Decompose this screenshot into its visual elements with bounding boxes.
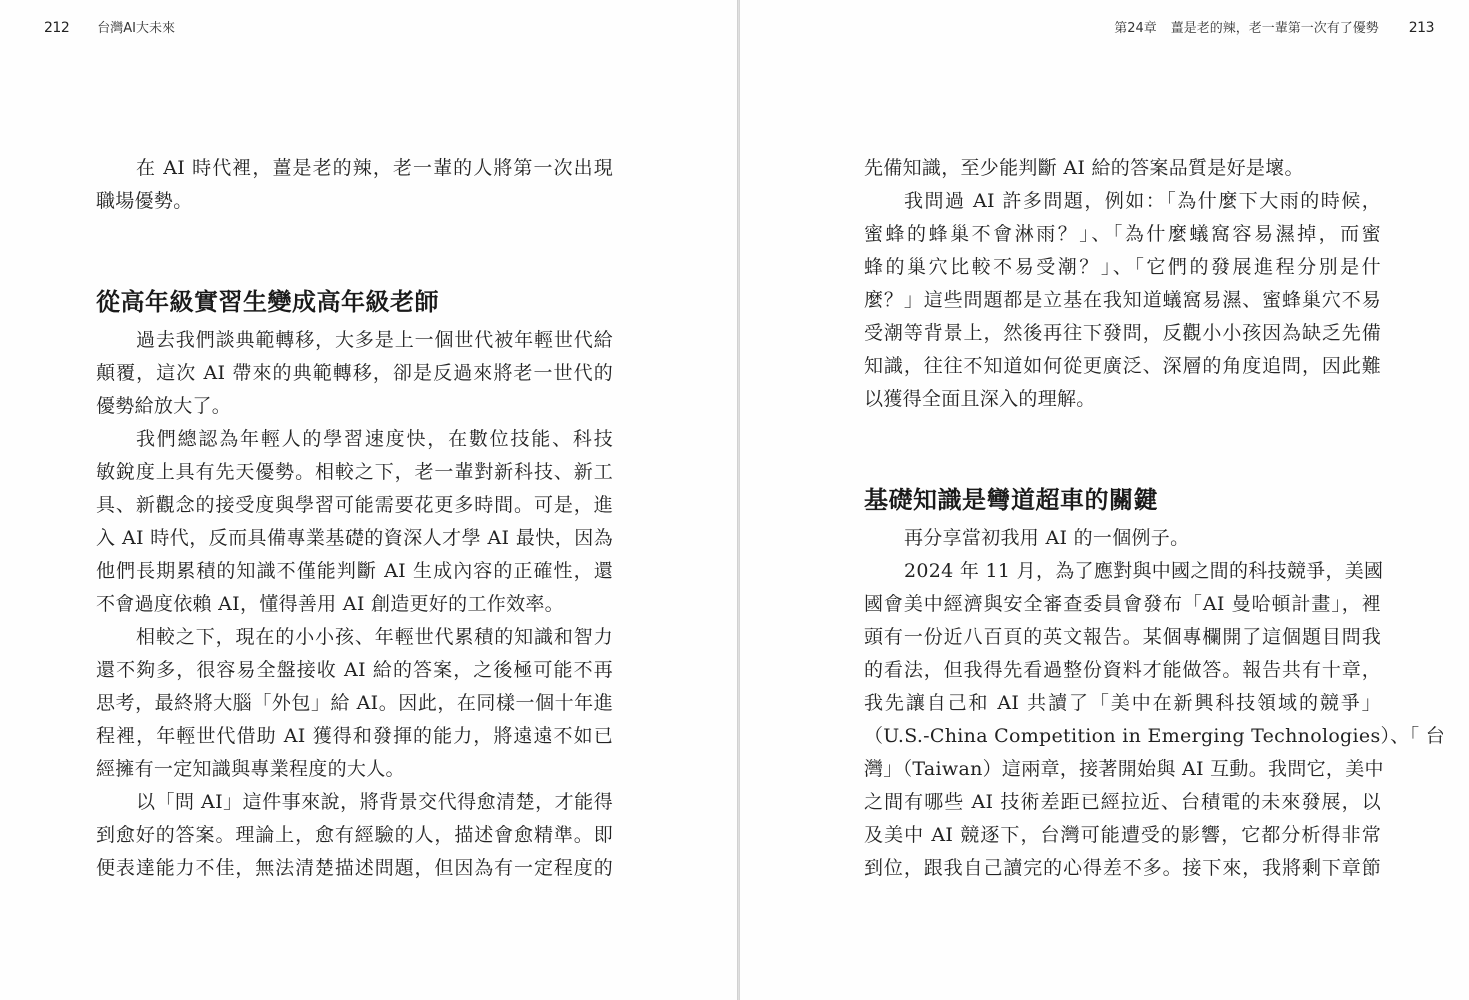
text-line: 相較之下，現在的小小孩、年輕世代累積的知識和智力: [136, 626, 613, 648]
paragraph: [864, 152, 1381, 185]
text-line: 不會過度依賴 AI，懂得善用 AI 創造更好的工作效率。: [96, 593, 564, 615]
paragraph: [96, 786, 613, 885]
page-number-left: 212: [44, 20, 70, 36]
text-line: 再分享當初我用 AI 的一個例子。: [904, 527, 1190, 549]
text-line: 我問過 AI 許多問題，例如：「為什麼下大雨的時候，: [904, 190, 1381, 212]
book-title: 台灣AI大未來: [97, 21, 175, 36]
text-line: 過去我們談典範轉移，大多是上一個世代被年輕世代給: [136, 329, 613, 351]
text-line: 我們總認為年輕人的學習速度快，在數位技能、科技: [136, 428, 613, 450]
text-line: 知識，往往不知道如何從更廣泛、深層的角度追問，因此難: [864, 355, 1381, 377]
paragraph: [96, 152, 613, 218]
paragraph: [96, 423, 613, 621]
text-line: 還不夠多，很容易全盤接收 AI 給的答案，之後極可能不再: [96, 659, 613, 681]
section-spacer: [864, 416, 1381, 480]
text-line: 以「問 AI」這件事來說，將背景交代得愈清楚，才能得: [136, 791, 613, 813]
section-heading: 從高年級實習生變成高年級老師: [96, 288, 439, 316]
text-line: 職場優勢。: [96, 190, 193, 212]
paragraph: [864, 185, 1381, 416]
text-line: 顛覆，這次 AI 帶來的典範轉移，卻是反過來將老一世代的: [96, 362, 613, 384]
running-head-right: [1114, 17, 1434, 37]
text-line: 程裡，年輕世代借助 AI 獲得和發揮的能力，將遠遠不如已: [96, 725, 613, 747]
text-line: 思考，最終將大腦「外包」給 AI。因此，在同樣一個十年進: [96, 692, 613, 714]
chapter-label: 第24章: [1114, 21, 1157, 36]
text-line: 我先讓自己和 AI 共讀了「美中在新興科技領域的競爭」: [864, 692, 1381, 714]
chapter-title: 薑是老的辣，老一輩第一次有了優勢: [1170, 21, 1379, 36]
right-text-column: [864, 152, 1446, 885]
text-line: 經擁有一定知識與專業程度的大人。: [96, 758, 405, 780]
right-page: [740, 0, 1469, 1000]
text-line: （U.S.-China Competition in Emerging Technologies）、「 台: [864, 725, 1446, 747]
text-line: 便表達能力不佳，無法清楚描述問題，但因為有一定程度的: [96, 857, 613, 879]
running-head-left: [44, 17, 175, 37]
section-heading: 基礎知識是彎道超車的關鍵: [864, 486, 1158, 514]
text-line: 入 AI 時代，反而具備專業基礎的資深人才學 AI 最快，因為: [96, 527, 613, 549]
text-line: 在 AI 時代裡，薑是老的辣，老一輩的人將第一次出現: [136, 157, 613, 179]
text-line: 受潮等背景上，然後再往下發問，反觀小小孩因為缺乏先備: [864, 322, 1381, 344]
text-line: 之間有哪些 AI 技術差距已經拉近、台積電的未來發展，以: [864, 791, 1381, 813]
text-line: 國會美中經濟與安全審查委員會發布「AI 曼哈頓計畫」，裡: [864, 593, 1381, 615]
text-line: 敏銳度上具有先天優勢。相較之下，老一輩對新科技、新工: [96, 461, 613, 483]
page-number-right: 213: [1408, 20, 1434, 36]
text-line: 的看法，但我得先看過整份資料才能做答。報告共有十章，: [864, 659, 1381, 681]
text-line: 灣」（Taiwan）這兩章，接著開始與 AI 互動。我問它，美中: [864, 758, 1384, 780]
paragraph: [96, 324, 613, 423]
text-line: 蜂的巢穴比較不易受潮？」、「它們的發展進程分別是什: [864, 256, 1381, 278]
text-line: 到愈好的答案。理論上，愈有經驗的人，描述會愈精準。即: [96, 824, 613, 846]
text-line: 優勢給放大了。: [96, 395, 232, 417]
text-line: 具、新觀念的接受度與學習可能需要花更多時間。可是，進: [96, 494, 613, 516]
paragraph: [864, 522, 1381, 555]
text-line: 麼？」這些問題都是立基在我知道蟻窩易濕、蜜蜂巢穴不易: [864, 289, 1381, 311]
text-line: 以獲得全面且深入的理解。: [864, 388, 1096, 410]
text-line: 到位，跟我自己讀完的心得差不多。接下來，我將剩下章節: [864, 857, 1381, 879]
section-spacer: [96, 218, 613, 282]
paragraph: [96, 621, 613, 786]
paragraph: [864, 555, 1446, 885]
text-line: 他們長期累積的知識不僅能判斷 AI 生成內容的正確性，還: [96, 560, 613, 582]
text-line: 2024 年 11 月，為了應對與中國之間的科技競爭，美國: [904, 560, 1384, 582]
left-text-column: [96, 152, 613, 885]
text-line: 頭有一份近八百頁的英文報告。某個專欄開了這個題目問我: [864, 626, 1381, 648]
text-line: 先備知識，至少能判斷 AI 給的答案品質是好是壞。: [864, 157, 1304, 179]
text-line: 及美中 AI 競逐下，台灣可能遭受的影響，它都分析得非常: [864, 824, 1381, 846]
text-line: 蜜蜂的蜂巢不會淋雨？」、「為什麼蟻窩容易濕掉，而蜜: [864, 223, 1381, 245]
